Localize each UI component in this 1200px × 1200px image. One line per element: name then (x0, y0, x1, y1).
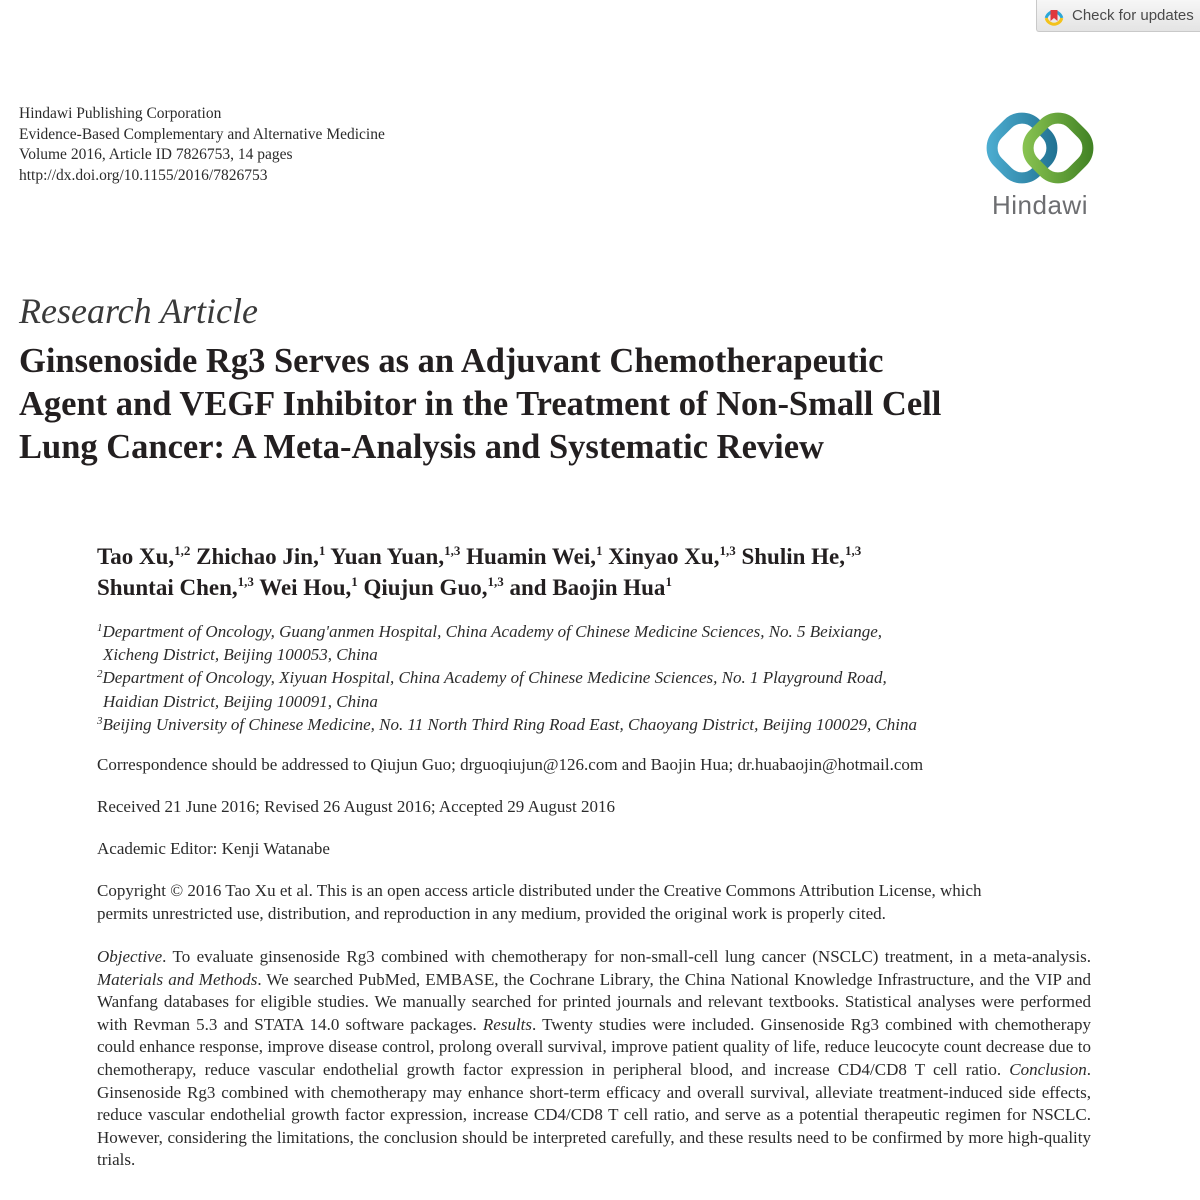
author-affiliation: 1 (351, 574, 358, 589)
affiliation-text: Xicheng District, Beijing 100053, China (103, 645, 378, 665)
abstract-objective-label: Objective (97, 947, 163, 966)
author-affiliation: 1,3 (444, 543, 461, 558)
title-line: Ginsenoside Rg3 Serves as an Adjuvant Chemotherapeutic (19, 342, 884, 380)
author-affiliation: 1,3 (845, 543, 862, 558)
author-name: Huamin Wei, (466, 544, 597, 569)
doi-link[interactable]: http://dx.doi.org/10.1155/2016/7826753 (19, 166, 268, 184)
copyright-notice (97, 880, 1092, 925)
author-affiliation: 1 (318, 543, 326, 558)
affiliation-number: 1 (97, 622, 103, 634)
journal-name: Evidence-Based Complementary and Alternative Medicine (19, 125, 385, 143)
author-name: Tao Xu, (97, 544, 175, 569)
affiliation-3 (97, 713, 1097, 736)
author-name: and Baojin Hua (509, 575, 666, 600)
title-line: Lung Cancer: A Meta-Analysis and Systematic Review (19, 428, 824, 466)
author-name: Wei Hou, (259, 575, 352, 600)
abstract-results-label: Results (482, 1014, 533, 1034)
author-affiliation: 1,2 (174, 543, 191, 558)
author-affiliation: 1,3 (237, 574, 254, 589)
volume-info: Volume 2016, Article ID 7826753, 14 pages (19, 146, 293, 163)
author-affiliation: 1,3 (487, 574, 504, 589)
author-name: Zhichao Jin, (196, 544, 319, 569)
interlocking-rings-icon (980, 104, 1100, 190)
abstract-methods: . We searched PubMed, EMBASE, the Cochrane Library, the China National Knowledge Infrastructure, and the VIP and Wanfang databases for eligible studies. We manually searched for printed journals and relevant textbooks. Statistical analyses were performed with Revman 5.3 and STATA 14.0 software packages. (97, 969, 1092, 1034)
bookmark-ring-icon (1043, 5, 1065, 27)
affiliations (97, 620, 1097, 736)
author-name: Shulin He, (741, 544, 846, 569)
logo-text: Hindawi (992, 190, 1088, 220)
affiliation-2 (97, 666, 1097, 689)
author-affiliation: 1,3 (719, 543, 736, 558)
check-for-updates-label: Check for updates (1072, 7, 1194, 24)
abstract-methods-label: Materials and Methods (97, 969, 258, 989)
author-affiliation: 1 (665, 574, 672, 589)
affiliation-text: Beijing University of Chinese Medicine, No. 11 North Third Ring Road East, Chaoyang District, Beijing 100029, China (102, 714, 918, 734)
article-title (19, 340, 1099, 469)
author-name: Shuntai Chen, (97, 575, 238, 600)
abstract (97, 946, 1091, 1172)
author-line (97, 572, 1097, 603)
hindawi-logo (980, 104, 1100, 220)
article-type: Research Article (19, 291, 258, 331)
copyright-line: permits unrestricted use, distribution, and reproduction in any medium, provided the original work is properly cited. (97, 903, 886, 923)
affiliation-text: Haidian District, Beijing 100091, China (103, 691, 378, 711)
academic-editor: Academic Editor: Kenji Watanabe (97, 839, 330, 858)
abstract-conclusion: . Ginsenoside Rg3 combined with chemotherapy may enhance short-term efficacy and overall survival, alleviate treatment-induced side effects, reduce vascular endothelial growth factor expression, increase CD4/CD8 T cell ratio, and serve as a potential therapeutic regimen for NSCLC. However, considering the limitations, the conclusion should be interpreted carefully, and these results need to be confirmed by more high-quality trials. (97, 1059, 1091, 1170)
affiliation-number: 2 (97, 668, 103, 681)
journal-info (19, 104, 385, 186)
abstract-objective: . To evaluate ginsenoside Rg3 combined with chemotherapy for non-small-cell lung cancer (NSCLC) treatment, in a meta-analysis. (162, 947, 1091, 966)
affiliation-1 (97, 620, 1097, 643)
author-affiliation: 1 (596, 543, 603, 558)
affiliation-number: 3 (97, 714, 103, 727)
affiliation-text: Department of Oncology, Guang'anmen Hospital, China Academy of Chinese Medicine Sciences, No. 5 Beixiange, (102, 622, 882, 641)
dates: Received 21 June 2016; Revised 26 August 2016; Accepted 29 August 2016 (97, 797, 615, 816)
title-line: Agent and VEGF Inhibitor in the Treatment of Non-Small Cell (19, 385, 942, 423)
author-name: Xinyao Xu, (608, 544, 720, 569)
author-name: Qiujun Guo, (363, 575, 488, 600)
copyright-line: Copyright © 2016 Tao Xu et al. This is an open access article distributed under the Creative Commons Attribution License, which (97, 881, 982, 900)
abstract-conclusion-label: Conclusion (1009, 1059, 1087, 1079)
check-for-updates-button[interactable] (1036, 0, 1200, 32)
author-name: Yuan Yuan, (330, 544, 445, 569)
publisher: Hindawi Publishing Corporation (19, 105, 222, 122)
author-line (97, 541, 1097, 572)
author-list (97, 541, 1097, 603)
affiliation-text: Department of Oncology, Xiyuan Hospital, China Academy of Chinese Medicine Sciences, No. 1 Playground Road, (102, 668, 887, 688)
abstract-results: . Twenty studies were included. Ginsenoside Rg3 combined with chemotherapy could enhance response, improve disease control, prolong overall survival, improve patient quality of life, reduce leucocyte count decrease due to chemotherapy, reduce vascular endothelial growth factor expression in peripheral blood, and increase CD4/CD8 T cell ratio. (97, 1014, 1091, 1079)
correspondence: Correspondence should be addressed to Qiujun Guo; drguoqiujun@126.com and Baojin Hua; dr.huabaojin@hotmail.com (97, 755, 924, 774)
